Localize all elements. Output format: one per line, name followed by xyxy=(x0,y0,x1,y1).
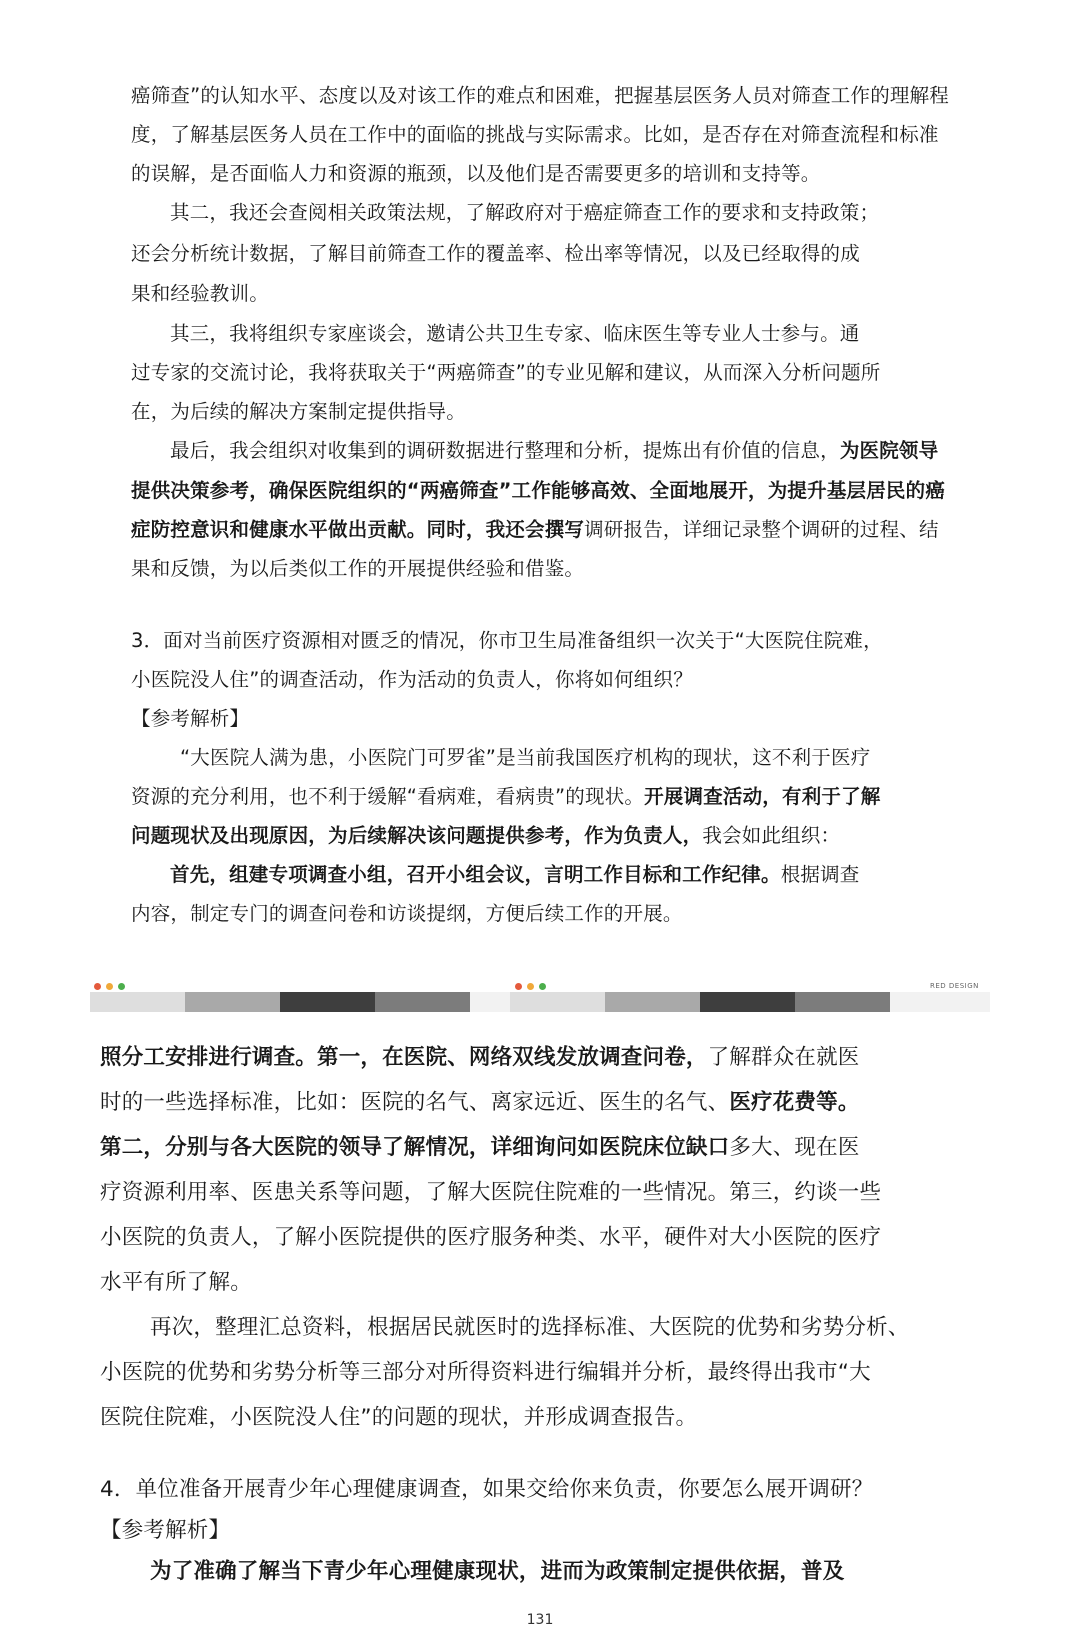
text-line: 其二，我还会查阅相关政策法规，了解政府对于癌症筛查工作的要求和支持政策； xyxy=(170,201,880,224)
text-line: 水平有所了解。 xyxy=(100,1270,252,1295)
bold-run: 首先，组建专项调查小组，召开小组会议，言明工作目标和工作纪律。 xyxy=(170,863,781,886)
text-line: 疗资源利用率、医患关系等问题，了解大医院住院难的一些情况。第三，约谈一些 xyxy=(100,1180,882,1205)
text-line: “大医院人满为患，小医院门可罗雀”是当前我国医疗机构的现状，这不利于医疗 xyxy=(180,746,871,769)
red-dot-icon xyxy=(515,983,522,990)
text-run: 时的一些选择标准，比如：医院的名气、离家远近、医生的名气、 xyxy=(100,1090,730,1115)
text-line: 小医院的优势和劣势分析等三部分对所得资料进行编辑并分析，最终得出我市“大 xyxy=(100,1360,871,1385)
text-line xyxy=(131,781,881,809)
text-line xyxy=(170,435,938,463)
question-3-cont: 小医院没人住”的调查活动，作为活动的负责人，你将如何组织？ xyxy=(131,668,693,691)
green-dot-icon xyxy=(118,983,125,990)
text-line: 还会分析统计数据，了解目前筛查工作的覆盖率、检出率等情况，以及已经取得的成 xyxy=(131,242,860,265)
bold-run: 开展调查活动，有利于了解 xyxy=(644,785,881,808)
text-line xyxy=(100,1040,860,1071)
text-line: 果和经验教训。 xyxy=(131,282,269,305)
bold-run: 照分工安排进行调查。第一，在医院、网络双线发放调查问卷， xyxy=(100,1045,708,1070)
text-line xyxy=(131,514,939,542)
yellow-dot-icon xyxy=(527,983,534,990)
text-line xyxy=(100,1085,860,1116)
text-line: 为了准确了解当下青少年心理健康现状，进而为政策制定提供依据，普及 xyxy=(150,1559,845,1584)
text-line: 提供决策参考，确保医院组织的“两癌筛查”工作能够高效、全面地展开，为提升基层居民的癌 xyxy=(131,479,946,502)
yellow-dot-icon xyxy=(106,983,113,990)
text-line: 癌筛查”的认知水平、态度以及对该工作的难点和困难，把握基层医务人员对筛查工作的理解程 xyxy=(131,84,950,107)
bar-seg xyxy=(185,992,280,1012)
bar-seg xyxy=(700,992,795,1012)
text-line xyxy=(100,1130,860,1161)
color-bar xyxy=(90,992,990,1012)
bold-run: 医疗花费等。 xyxy=(729,1090,860,1115)
text-run: 多大、现在医 xyxy=(729,1135,860,1160)
red-dot-icon xyxy=(94,983,101,990)
bold-run: 问题现状及出现原因，为后续解决该问题提供参考，作为负责人， xyxy=(131,824,703,847)
bar-seg xyxy=(90,992,185,1012)
text-run: 我会如此组织： xyxy=(702,824,841,847)
reference-heading: 【参考解析】 xyxy=(100,1518,231,1543)
brand-label: RED DESIGN xyxy=(930,982,979,990)
bar-seg xyxy=(280,992,375,1012)
text-line xyxy=(131,820,840,848)
text-line: 医院住院难，小医院没人住”的问题的现状，并形成调查报告。 xyxy=(100,1405,698,1430)
bar-seg xyxy=(890,992,990,1012)
text-line: 度，了解基层医务人员在工作中的面临的挑战与实际需求。比如，是否存在对筛查流程和标准 xyxy=(131,123,939,146)
text-run: 调研报告，详细记录整个调研的过程、结 xyxy=(584,518,939,541)
bar-seg xyxy=(375,992,470,1012)
text-line: 内容，制定专门的调查问卷和访谈提纲，方便后续工作的开展。 xyxy=(131,902,683,925)
question-4: 4．单位准备开展青少年心理健康调查，如果交给你来负责，你要怎么展开调研？ xyxy=(100,1477,874,1502)
bold-run: 第二，分别与各大医院的领导了解情况，详细询问如医院床位缺口 xyxy=(100,1135,730,1160)
text-run: 了解群众在就医 xyxy=(707,1045,860,1070)
bold-run: 症防控意识和健康水平做出贡献。同时，我还会撰写 xyxy=(131,518,585,541)
text-line: 在，为后续的解决方案制定提供指导。 xyxy=(131,400,466,423)
green-dot-icon xyxy=(539,983,546,990)
bar-seg xyxy=(510,992,605,1012)
text-run: 资源的充分利用，也不利于缓解“看病难，看病贵”的现状。 xyxy=(131,785,645,808)
bar-seg xyxy=(795,992,890,1012)
bold-run: 为医院领导 xyxy=(839,439,939,462)
text-line xyxy=(170,859,860,887)
question-3: 3．面对当前医疗资源相对匮乏的情况，你市卫生局准备组织一次关于“大医院住院难， xyxy=(131,629,883,652)
text-line: 再次，整理汇总资料，根据居民就医时的选择标准、大医院的优势和劣势分析、 xyxy=(150,1315,910,1340)
page-number: 131 xyxy=(526,1612,554,1628)
text-run: 最后，我会组织对收集到的调研数据进行整理和分析，提炼出有价值的信息， xyxy=(170,439,840,462)
text-line: 其三，我将组织专家座谈会，邀请公共卫生专家、临床医生等专业人士参与。通 xyxy=(170,322,860,345)
reference-heading: 【参考解析】 xyxy=(131,707,250,730)
text-line: 过专家的交流讨论，我将获取关于“两癌筛查”的专业见解和建议，从而深入分析问题所 xyxy=(131,361,881,384)
bar-seg xyxy=(605,992,700,1012)
text-line: 的误解，是否面临人力和资源的瓶颈，以及他们是否需要更多的培训和支持等。 xyxy=(131,162,821,185)
text-run: 根据调查 xyxy=(780,863,860,886)
text-line: 小医院的负责人，了解小医院提供的医疗服务种类、水平，硬件对大小医院的医疗 xyxy=(100,1225,882,1250)
text-line: 果和反馈，为以后类似工作的开展提供经验和借鉴。 xyxy=(131,557,585,580)
bar-seg xyxy=(470,992,510,1012)
